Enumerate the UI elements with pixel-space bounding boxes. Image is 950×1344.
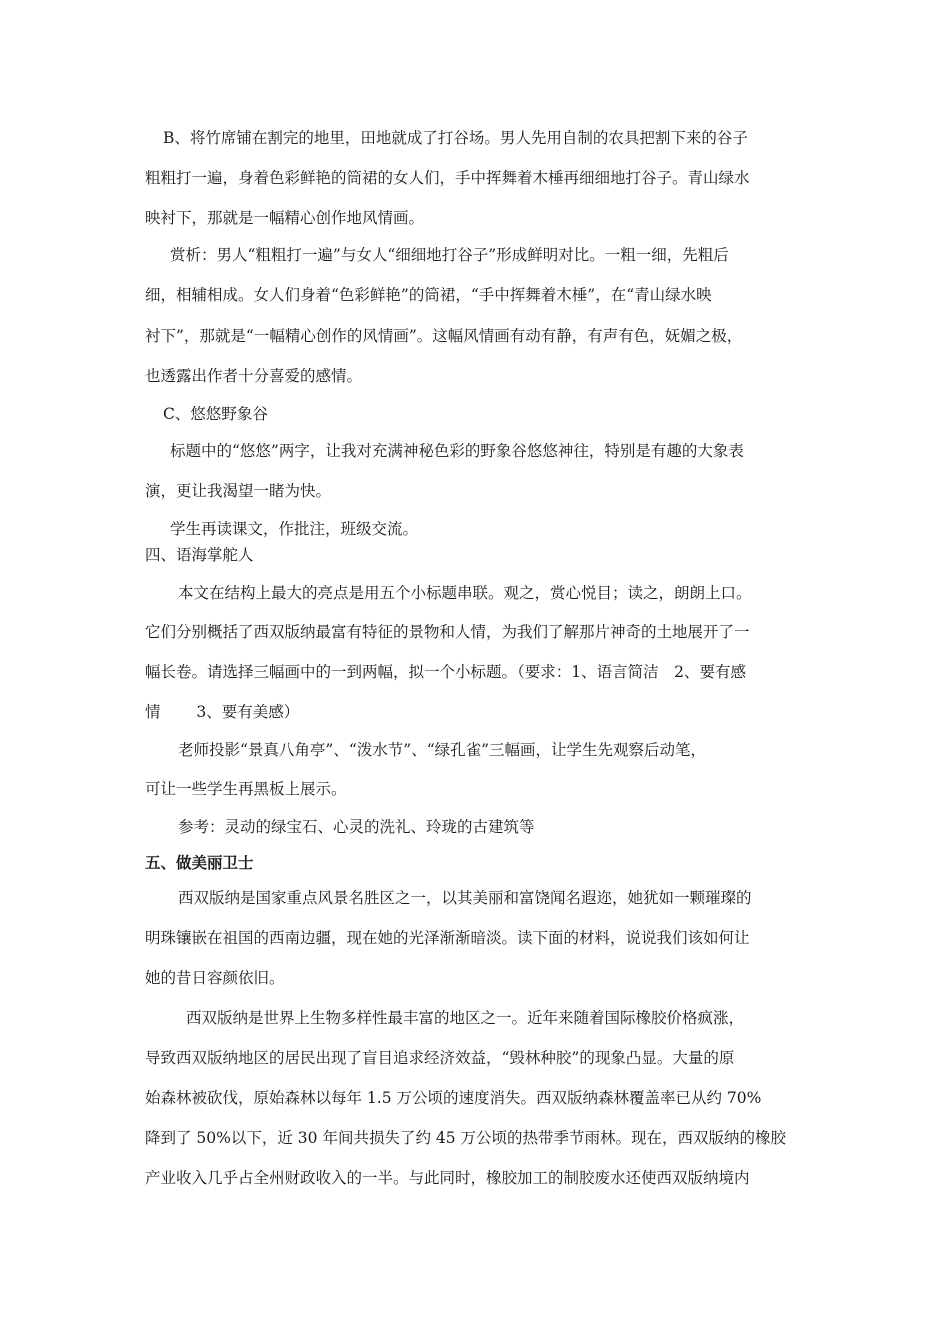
section-heading: 四、语海掌舵人 [145,546,254,564]
text-line: 学生再读课文，作批注，班级交流。 [170,520,419,538]
text-line: 明珠镶嵌在祖国的西南边疆，现在她的光泽渐渐暗淡。读下面的材料，说说我们该如何让 [145,929,750,947]
text-line: 标题中的“悠悠”两字，让我对充满神秘色彩的野象谷悠悠神往，特别是有趣的大象表 [170,442,744,460]
text-line: 本文在结构上最大的亮点是用五个小标题串联。观之，赏心悦目；读之，朗朗上口。 [178,584,752,602]
text-line: 粗粗打一遍，身着色彩鲜艳的筒裙的女人们，手中挥舞着木棰再细细地打谷子。青山绿水 [145,169,750,187]
section-heading: C、悠悠野象谷 [163,405,268,423]
text-line: 产业收入几乎占全州财政收入的一半。与此同时，橡胶加工的制胶废水还使西双版纳境内 [145,1169,750,1187]
text-line: 幅长卷。请选择三幅画中的一到两幅，拟一个小标题。（要求：1、语言简洁 2、要有感 [145,663,746,681]
text-line: 西双版纳是世界上生物多样性最丰富的地区之一。近年来随着国际橡胶价格疯涨， [186,1009,745,1027]
text-line: 始森林被砍伐，原始森林以每年 1.5 万公顷的速度消失。西双版纳森林覆盖率已从约 70% [145,1089,762,1107]
text-line: 情 3、要有美感） [145,703,300,721]
text-line: 也透露出作者十分喜爱的感情。 [145,367,363,385]
text-line: 降到了 50%以下，近 30 年间共损失了约 45 万公顷的热带季节雨林。现在，西双版纳的橡胶 [145,1129,787,1147]
text-line: 她的昔日容颜依旧。 [145,969,285,987]
text-line: 衬下”，那就是“一幅精心创作的风情画”。这幅风情画有动有静，有声有色，妩媚之极， [145,327,743,345]
text-line: 映衬下，那就是一幅精心创作地风情画。 [145,209,425,227]
text-line: B、将竹席铺在割完的地里，田地就成了打谷场。男人先用自制的农具把割下来的谷子 [163,129,748,147]
text-line: 可让一些学生再黑板上展示。 [145,780,347,798]
text-line: 演，更让我渴望一睹为快。 [145,482,332,500]
text-line: 赏析：男人“粗粗打一遍”与女人“细细地打谷子”形成鲜明对比。一粗一细，先粗后 [170,246,729,264]
section-heading: 五、做美丽卫士 [145,854,254,872]
text-line: 西双版纳是国家重点风景名胜区之一，以其美丽和富饶闻名遐迩，她犹如一颗璀璨的 [178,889,752,907]
text-line: 老师投影“景真八角亭”、“泼水节”、“绿孔雀”三幅画，让学生先观察后动笔， [178,741,707,759]
text-line: 细，相辅相成。女人们身着“色彩鲜艳”的筒裙，“手中挥舞着木棰”，在“青山绿水映 [145,286,712,304]
text-line: 参考：灵动的绿宝石、心灵的洗礼、玲珑的古建筑等 [178,818,535,836]
text-line: 它们分别概括了西双版纳最富有特征的景物和人情，为我们了解那片神奇的土地展开了一 [145,623,750,641]
text-line: 导致西双版纳地区的居民出现了盲目追求经济效益，“毁林种胶”的现象凸显。大量的原 [145,1049,735,1067]
